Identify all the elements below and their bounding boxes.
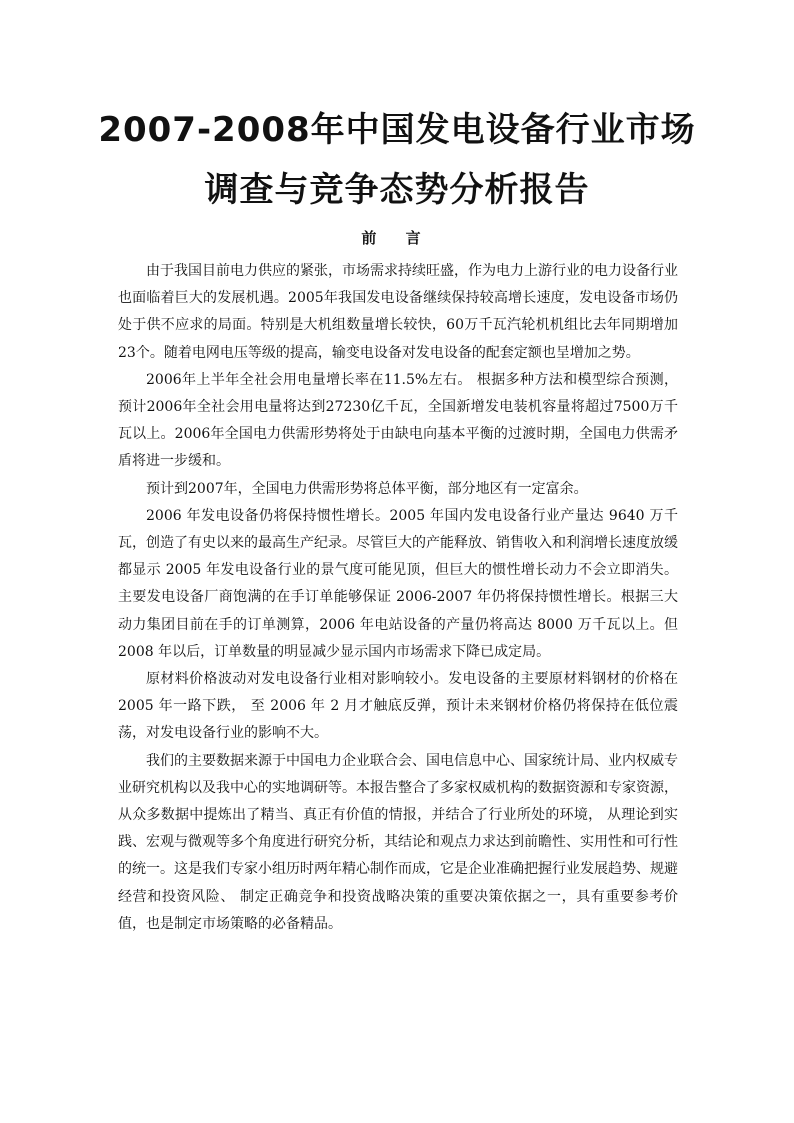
- paragraph-data-sources: 我们的主要数据来源于中国电力企业联合会、国电信息中心、国家统计局、业内权威专业研究机构以及我中心的实地调研等。本报告整合了多家权威机构的数据资源和专家资源，从众多数据中提炼出了精当、真正有价值的情报，并结合了行业所处的环境， 从理论到实践、宏观与微观等多个角度进行研究分析，其结论和观点力求达到前瞻性、实用性和可行性的统一。这是我们专家小组历时两年精心制作而成，它是企业准确把握行业发展趋势、规避经营和投资风险、 制定正确竞争和投资战略决策的重要决策依据之一，具有重要参考价值，也是制定市场策略的必备精品。: [118, 752, 678, 932]
- paragraph-inertial-growth: 2006 年发电设备仍将保持惯性增长。2005 年国内发电设备行业产量达 9640 万千瓦，创造了有史以来的最高生产纪录。尽管巨大的产能释放、销售收入和利润增长速度放缓都显示 2005 年发电设备行业的景气度可能见顶，但巨大的惯性增长动力不会立即消失。主要发电设备厂商饱满的在手订单能够保证 2006-2007 年仍将保持惯性增长。根据三大动力集团目前在手的订单测算，2006 年电站设备的产量仍将高达 8000 万千瓦以上。但 2008 年以后，订单数量的明显减少显示国内市场需求下降已成定局。: [118, 507, 678, 660]
- report-title-line-1: 2007-2008年中国发电设备行业市场: [98, 110, 696, 150]
- paragraph-supply-demand: 由于我国目前电力供应的紧张，市场需求持续旺盛，作为电力上游行业的电力设备行业也面临着巨大的发展机遇。2005年我国发电设备继续保持较高增长速度，发电设备市场仍处于供不应求的局面。特别是大机组数量增长较快，60万千瓦汽轮机机组比去年同期增加23个。随着电网电压等级的提高，输变电设备对发电设备的配套定额也呈增加之势。: [118, 263, 678, 361]
- paragraph-2006-forecast: 2006年上半年全社会用电量增长率在11.5%左右。 根据多种方法和模型综合预测，预计2006年全社会用电量将达到27230亿千瓦，全国新增发电装机容量将超过7500万千瓦以上。2006年全国电力供需形势将处于由缺电向基本平衡的过渡时期，全国电力供需矛盾将进一步缓和。: [118, 371, 678, 470]
- report-title-line-2: 调查与竞争态势分析报告: [204, 170, 590, 210]
- preface-body: [118, 258, 678, 938]
- paragraph-2007-forecast: 预计到2007年，全国电力供需形势将总体平衡，部分地区有一定富余。: [146, 480, 588, 497]
- paragraph-raw-materials: 原材料价格波动对发电设备行业相对影响较小。发电设备的主要原材料钢材的价格在2005 年一路下跌， 至 2006 年 2 月才触底反弹，预计未来钢材价格仍将保持在低位震荡，对发电设备行业的影响不大。: [118, 671, 678, 742]
- preface-heading: 前 言: [361, 229, 433, 247]
